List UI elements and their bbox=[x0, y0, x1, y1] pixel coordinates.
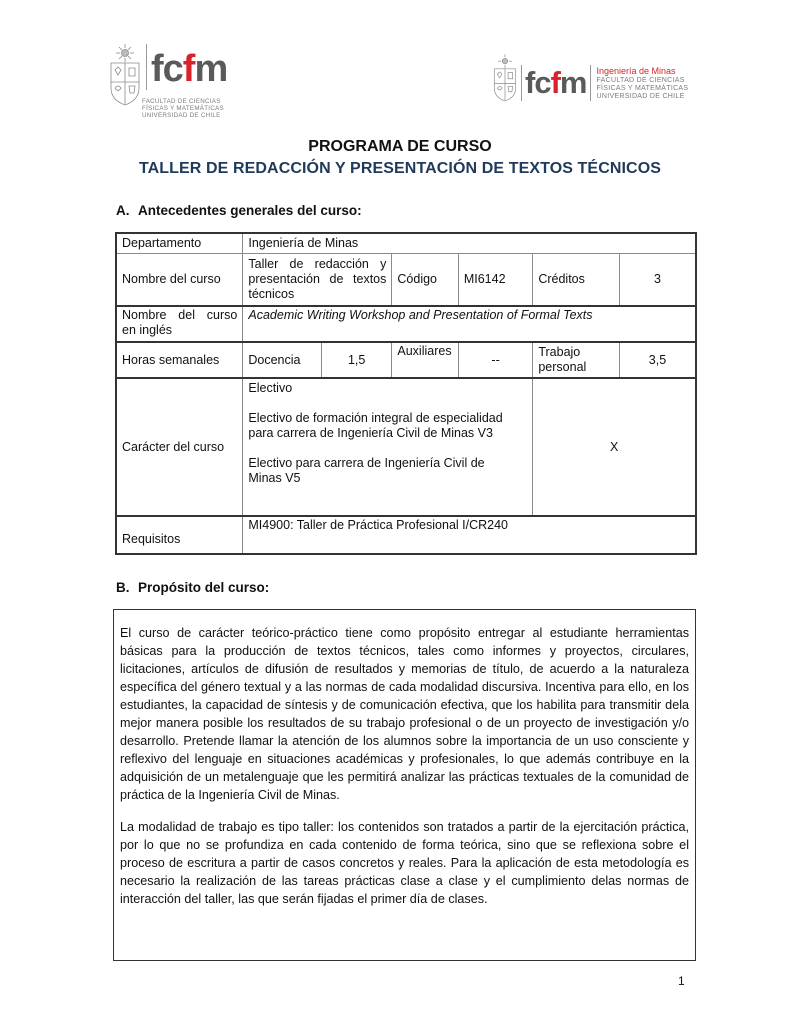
table-row-requisitos bbox=[116, 516, 696, 554]
wordmark-part: f bbox=[182, 48, 195, 90]
section-b-heading bbox=[116, 580, 269, 595]
wordmark-part: fc bbox=[525, 65, 551, 100]
course-title: TALLER DE REDACCIÓN Y PRESENTACIÓN DE TEXTOS TÉCNICOS bbox=[138, 160, 662, 177]
course-info-table bbox=[115, 232, 697, 555]
value-nombre-ingles: Academic Writing Workshop and Presentation of Formal Texts bbox=[243, 306, 696, 342]
document-title: PROGRAMA DE CURSO bbox=[308, 138, 492, 155]
fcfm-wordmark bbox=[525, 67, 586, 98]
section-a-heading bbox=[116, 203, 362, 218]
department-name: Ingeniería de Minas bbox=[596, 66, 676, 76]
logo-divider bbox=[146, 44, 147, 90]
page-number: 1 bbox=[678, 974, 685, 988]
label-caracter: Carácter del curso bbox=[116, 378, 243, 516]
label-trabajo-personal: Trabajo personal bbox=[533, 342, 620, 378]
value-trabajo-personal: 3,5 bbox=[619, 342, 696, 378]
faculty-line: UNIVERSIDAD DE CHILE bbox=[596, 93, 685, 100]
value-codigo: MI6142 bbox=[458, 253, 533, 306]
wordmark-part: fc bbox=[151, 48, 183, 90]
caracter-line: Electivo para carrera de Ingeniería Civil de Minas V5 bbox=[248, 456, 485, 485]
value-creditos: 3 bbox=[619, 253, 696, 306]
value-caracter bbox=[243, 378, 533, 516]
wordmark-part: f bbox=[550, 65, 560, 100]
value-requisitos: MI4900: Taller de Práctica Profesional I/CR240 bbox=[243, 516, 696, 554]
value-departamento: Ingeniería de Minas bbox=[243, 233, 696, 253]
table-row-horas bbox=[116, 342, 696, 378]
university-crest-icon bbox=[492, 53, 518, 103]
label-creditos: Créditos bbox=[533, 253, 620, 306]
faculty-line: FÍSICAS Y MATEMÁTICAS bbox=[596, 85, 689, 92]
label-docencia: Docencia bbox=[243, 342, 322, 378]
value-nombre-curso: Taller de redacción y presentación de textos técnicos bbox=[243, 253, 392, 306]
label-codigo: Código bbox=[392, 253, 458, 306]
caracter-mark: X bbox=[533, 378, 696, 516]
section-title: Antecedentes generales del curso: bbox=[138, 203, 362, 218]
faculty-name bbox=[596, 77, 688, 101]
faculty-line: FÍSICAS Y MATEMÁTICAS bbox=[142, 105, 224, 112]
label-nombre-ingles: Nombre del curso en inglés bbox=[116, 306, 243, 342]
purpose-box bbox=[113, 609, 696, 961]
table-row-caracter bbox=[116, 378, 696, 516]
section-title: Propósito del curso: bbox=[138, 580, 270, 595]
table-row-nombre bbox=[116, 253, 696, 306]
fcfm-wordmark bbox=[151, 50, 227, 88]
university-crest-icon bbox=[108, 44, 142, 94]
faculty-name bbox=[142, 98, 227, 119]
faculty-line: UNIVERSIDAD DE CHILE bbox=[142, 112, 221, 119]
caracter-line: Electivo de formación integral de especialidad para carrera de Ingeniería Civil de Minas V3 bbox=[248, 411, 503, 440]
table-row-nombre-ingles bbox=[116, 306, 696, 342]
caracter-line: Electivo bbox=[248, 381, 293, 395]
wordmark-part: m bbox=[194, 48, 228, 90]
section-number: A. bbox=[116, 203, 130, 218]
faculty-line: FACULTAD DE CIENCIAS bbox=[596, 77, 685, 84]
fcfm-logo-left bbox=[108, 44, 227, 119]
section-number: B. bbox=[116, 580, 130, 595]
label-departamento: Departamento bbox=[116, 233, 243, 253]
logo-divider bbox=[590, 65, 591, 101]
fcfm-minas-logo-right bbox=[492, 53, 688, 103]
value-auxiliares: -- bbox=[458, 342, 533, 378]
purpose-paragraph: El curso de carácter teórico-práctico tiene como propósito entregar al estudiante herramientas básicas para la producción de textos técnicos, tales como informes y proyectos, circulares, licitaciones, artículos de difusión de resultados y memorias de título, de acuerdo a la naturaleza específica del género textual y a las normas de cada modalidad discursiva. Incentiva para ello, en los estudiantes, la capacidad de síntesis y de comunicación efectiva, que los habilita para transmitir dela mejor manera posible los resultados de su trabajo profesional o de un proyecto de investigación y/o desarrollo. Pretende llamar la atención de los alumnos sobre la importancia de un uso consciente y reflexivo del lenguaje en situaciones académicas y profesionales, lo que además contribuye en la adquisición de un metalenguaje que les permitirá analizar las prácticas textuales de la comunidad de práctica de la Ingeniería Civil de Minas. bbox=[120, 626, 689, 802]
faculty-line: FACULTAD DE CIENCIAS bbox=[142, 98, 221, 105]
label-auxiliares: Auxiliares bbox=[392, 342, 458, 378]
logo-divider bbox=[521, 65, 522, 101]
label-horas: Horas semanales bbox=[116, 342, 243, 378]
label-nombre-curso: Nombre del curso bbox=[116, 253, 243, 306]
wordmark-part: m bbox=[559, 65, 587, 100]
label-requisitos: Requisitos bbox=[116, 516, 243, 554]
value-docencia: 1,5 bbox=[321, 342, 391, 378]
table-row-departamento bbox=[116, 233, 696, 253]
purpose-paragraph: La modalidad de trabajo es tipo taller: los contenidos son tratados a partir de la ejercitación práctica, por lo que no se profundiza en cada contenido de forma teórica, sino que se reflexiona sobre el proceso de escritura a partir de casos concretos y reales. Para la aplicación de esta metodología es necesario la realización de las tareas prácticas clase a clase y el cumplimiento delas normas de interacción del taller, las que serán fijadas el primer día de clases. bbox=[120, 820, 689, 906]
